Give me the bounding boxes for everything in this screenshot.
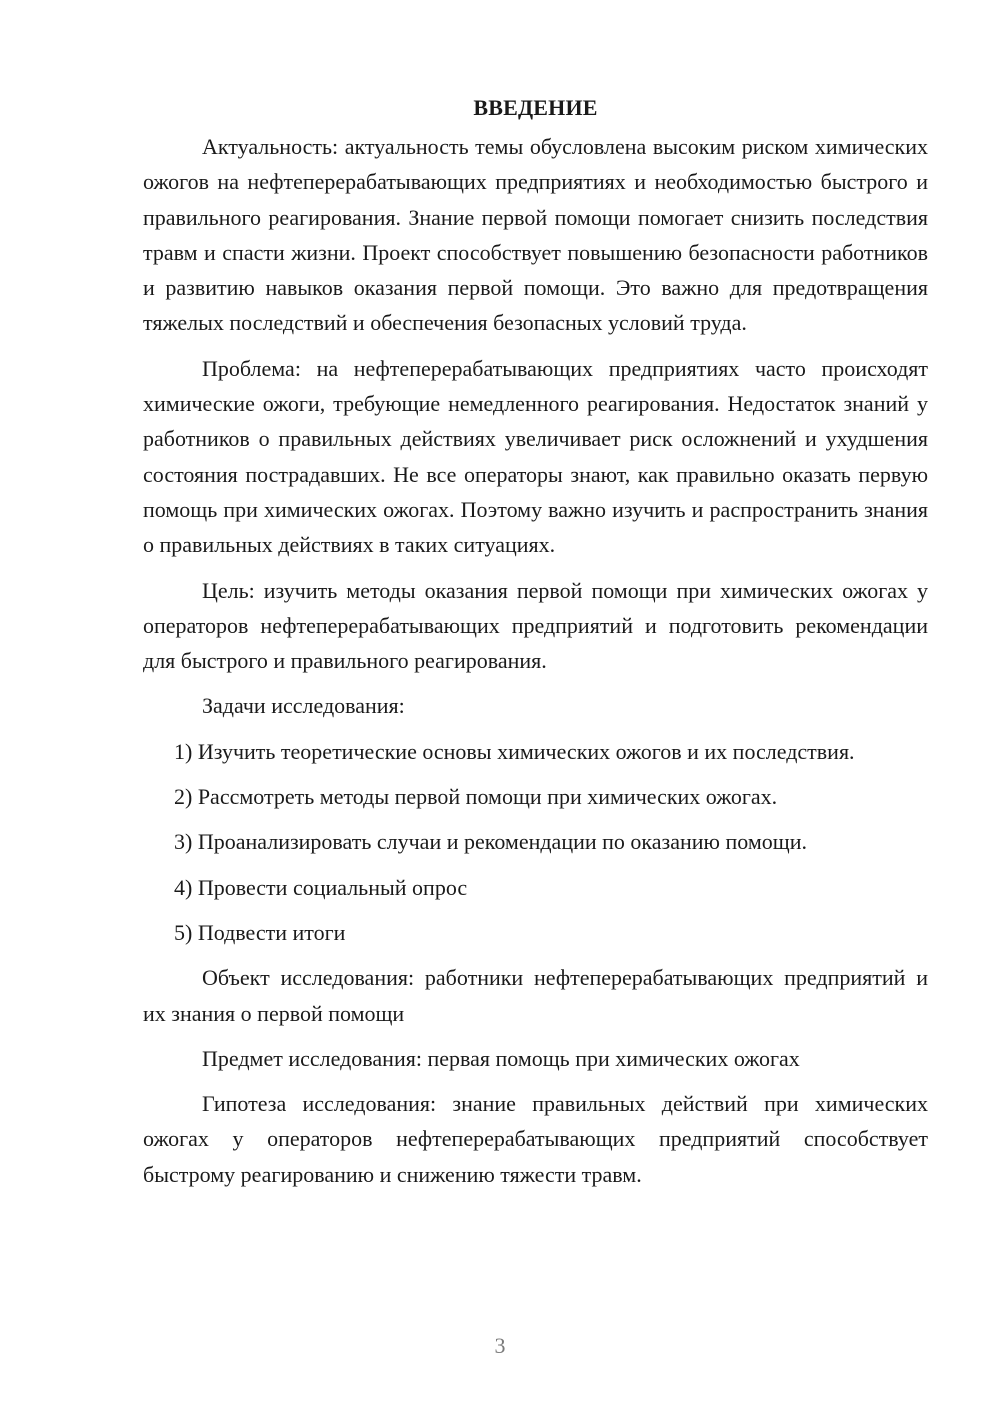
document-page xyxy=(143,90,928,1202)
task-item: 1) Изучить теоретические основы химических ожогов и их последствия. xyxy=(174,738,855,764)
paragraph-problem: Проблема: на нефтеперерабатывающих предприятиях часто происходят химические ожоги, требующие немедленного реагирования. Недостаток знаний у работников о правильных действиях увеличивает риск осложнений и ухудшения состояния пострадавших. Не все операторы знают, как правильно оказать первую помощь при химических ожогах. Поэтому важно изучить и распространить знания о правильных действиях в таких ситуациях. xyxy=(143,355,928,558)
task-item: 2) Рассмотреть методы первой помощи при химических ожогах. xyxy=(174,784,778,810)
paragraph-goal: Цель: изучить методы оказания первой помощи при химических ожогах у операторов нефтеперерабатывающих предприятий и подготовить рекомендации для быстрого и правильного реагирования. xyxy=(143,577,928,674)
paragraph-hypothesis: Гипотеза исследования: знание правильных действий при химических ожогах у операторов нефтеперерабатывающих предприятий способствует быстрому реагированию и снижению тяжести травм. xyxy=(143,1091,928,1187)
paragraph-relevance: Актуальность: актуальность темы обусловлена высоким риском химических ожогов на нефтеперерабатывающих предприятиях и необходимостью быстрого и правильного реагирования. Знание первой помощи помогает снизить последствия травм и спасти жизни. Проект способствует повышению безопасности работников и развитию навыков оказания первой помощи. Это важно для предотвращения тяжелых последствий и обеспечения безопасных условий труда. xyxy=(143,134,928,336)
tasks-list xyxy=(143,734,928,950)
task-item: 4) Провести социальный опрос xyxy=(174,874,468,900)
page-number: 3 xyxy=(494,1333,506,1358)
task-item: 5) Подвести итоги xyxy=(174,919,346,945)
tasks-heading: Задачи исследования: xyxy=(202,693,405,719)
paragraph-subject: Предмет исследования: первая помощь при химических ожогах xyxy=(202,1045,800,1071)
task-item: 3) Проанализировать случаи и рекомендации по оказанию помощи. xyxy=(174,829,807,855)
paragraph-object: Объект исследования: работники нефтеперерабатывающих предприятий и их знания о первой помощи xyxy=(143,965,928,1026)
section-title: ВВЕДЕНИЕ xyxy=(473,95,598,120)
